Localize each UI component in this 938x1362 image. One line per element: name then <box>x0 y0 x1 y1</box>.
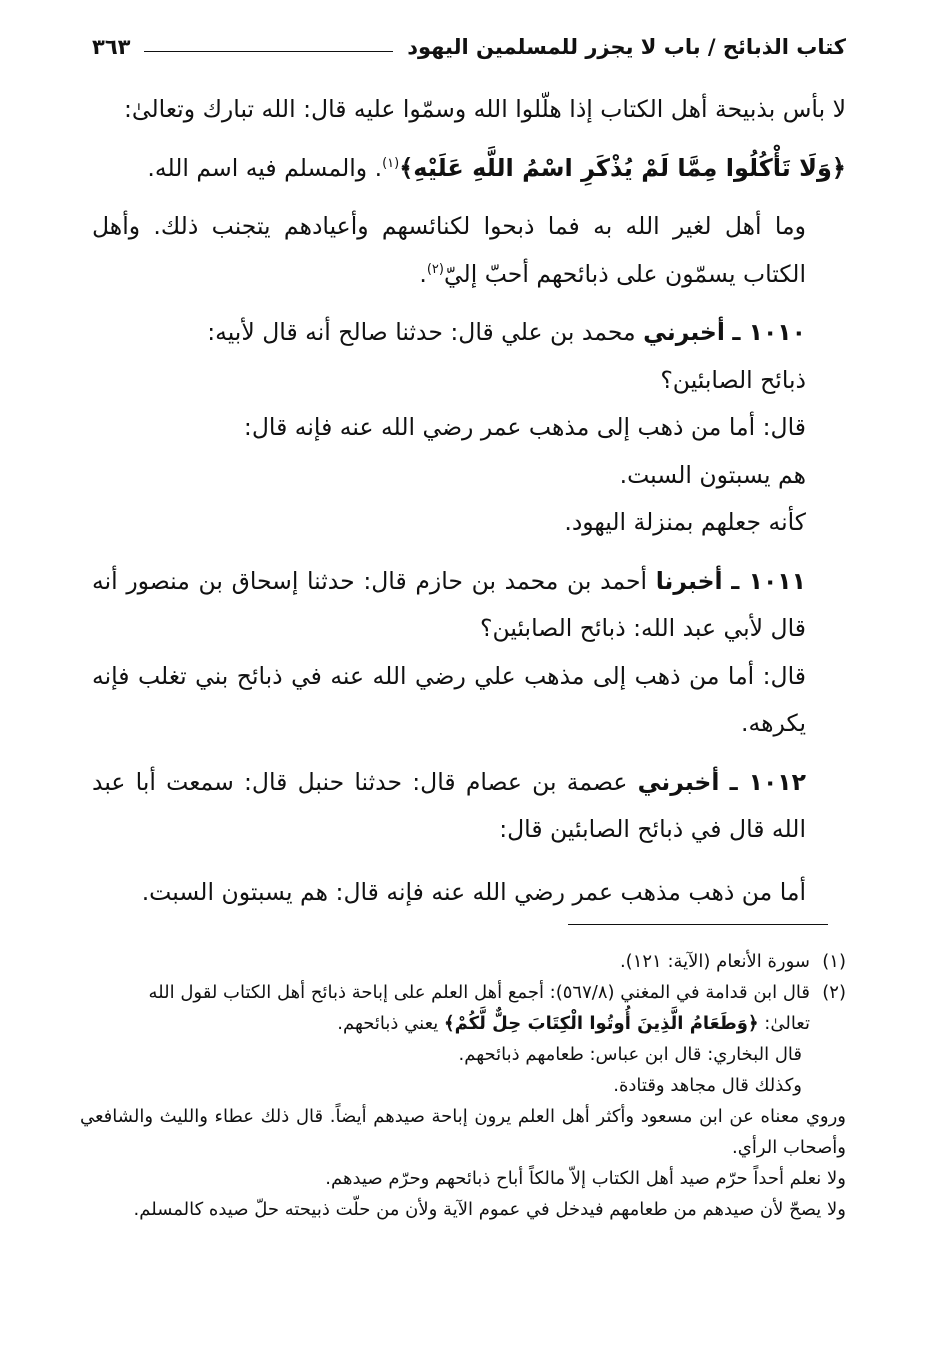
main-text <box>92 86 846 916</box>
footnote-text: تعالىٰ: <box>764 1013 810 1034</box>
verse-line <box>92 145 846 193</box>
narration-line: ذبائح الصابئين؟ <box>660 365 806 394</box>
footnote-line: وروي معناه عن ابن مسعود وأكثر أهل العلم يرون إباحة صيدهم أيضاً. قال ذلك عطاء والليث والشافعي وأصحاب الرأي. <box>80 1106 846 1158</box>
footnote-ref-2: (٢) <box>426 261 444 277</box>
narration-line: قال: أما من ذهب إلى مذهب علي رضي الله عنه في ذبائح بني تغلب فإنه يكرهه. <box>92 661 806 737</box>
page-number: ٣٦٣ <box>92 35 131 59</box>
narration-text: أحمد بن محمد بن حازم قال: حدثنا إسحاق بن منصور أنه قال لأبي عبد الله: ذبائح الصابئين؟ <box>92 566 806 642</box>
header-rule <box>144 51 393 52</box>
quran-verse: ﴿وَلَا تَأْكُلُوا مِمَّا لَمْ يُذْكَرِ اسْمُ اللَّهِ عَلَيْهِ﴾ <box>399 153 846 182</box>
narration-verb: أخبرني <box>637 767 720 796</box>
paragraph-2 <box>92 203 846 298</box>
footnote-2 <box>80 977 846 1008</box>
narration-line: كأنه جعلهم بمنزلة اليهود. <box>564 508 806 536</box>
intro-line-1: لا بأس بذبيحة أهل الكتاب إذا هلّلوا الله وسمّوا عليه قال: الله تبارك <box>202 95 846 123</box>
footnote-ref-1: (١) <box>382 155 400 171</box>
verse-after: . والمسلم فيه اسم الله. <box>147 153 383 182</box>
footnote-text: يعني ذبائحهم. <box>337 1013 439 1034</box>
narration-line: أما من ذهب مذهب عمر رضي الله عنه فإنه قال: هم يسبتون السبت. <box>141 877 806 906</box>
running-header <box>92 30 846 64</box>
narration-1011 <box>92 558 846 653</box>
footnote-text: سورة الأنعام (الآية: ١٢١). <box>619 951 810 972</box>
footnote-text: قال ابن قدامة في المغني (٥٦٧/٨): أجمع أهل العلم على إباحة ذبائح أهل الكتاب لقول الله <box>148 982 810 1003</box>
paragraph-intro <box>92 86 846 134</box>
footnote-number: (٢) <box>822 982 846 1003</box>
paragraph-2-end: . <box>419 259 427 288</box>
intro-line-2: وتعالىٰ: <box>124 95 196 123</box>
narration-verb: أخبرنا <box>655 566 723 595</box>
narration-text: محمد بن علي قال: حدثنا صالح أنه قال لأبيه: <box>207 318 636 346</box>
narration-line: قال: أما من ذهب إلى مذهب عمر رضي الله عنه فإنه قال: <box>243 413 806 441</box>
paragraph-2-text: وما أهل لغير الله به فما ذبحوا لكنائسهم وأعيادهم يتجنب ذلك. وأهل الكتاب يسمّون على ذبائحهم أحبّ إليّ <box>92 212 806 288</box>
footnote-2-continued <box>80 1008 846 1039</box>
footnote-line: قال البخاري: قال ابن عباس: طعامهم ذبائحهم. <box>458 1044 802 1065</box>
footnote-line: ولا نعلم أحداً حرّم صيد أهل الكتاب إلاّ مالكاً أباح ذبائحهم وحرّم صيدهم. <box>325 1168 846 1189</box>
footnote-line: ولا يصحّ لأن صيدهم من طعامهم فيدخل في عموم الآية ولأن من حلّت ذبيحته حلّ صيده كالمسلم. <box>133 1199 846 1220</box>
footnote-number: (١) <box>822 951 846 972</box>
footnotes <box>80 946 846 1225</box>
narration-number: ١٠١٢ ـ <box>729 767 806 796</box>
header-title: كتاب الذبائح / باب لا يجزر للمسلمين اليهود <box>407 35 846 59</box>
quran-verse: ﴿وَطَعَامُ الَّذِينَ أُوتُوا الْكِتَابَ حِلٌّ لَّكُمْ﴾ <box>444 1013 759 1034</box>
narration-1012 <box>92 759 846 854</box>
narration-verb: أخبرني <box>643 318 725 346</box>
narration-line: هم يسبتون السبت. <box>619 460 806 489</box>
footnote-divider <box>568 924 828 925</box>
footnote-1 <box>80 946 846 977</box>
narration-number: ١٠١٠ ـ <box>732 318 806 346</box>
narration-number: ١٠١١ ـ <box>731 566 806 595</box>
narration-1010 <box>92 309 846 357</box>
narration-text: عصمة بن عصام قال: حدثنا حنبل قال: سمعت أبا عبد الله قال في ذبائح الصابئين قال: <box>92 767 806 843</box>
footnote-line: وكذلك قال مجاهد وقتادة. <box>613 1075 802 1096</box>
